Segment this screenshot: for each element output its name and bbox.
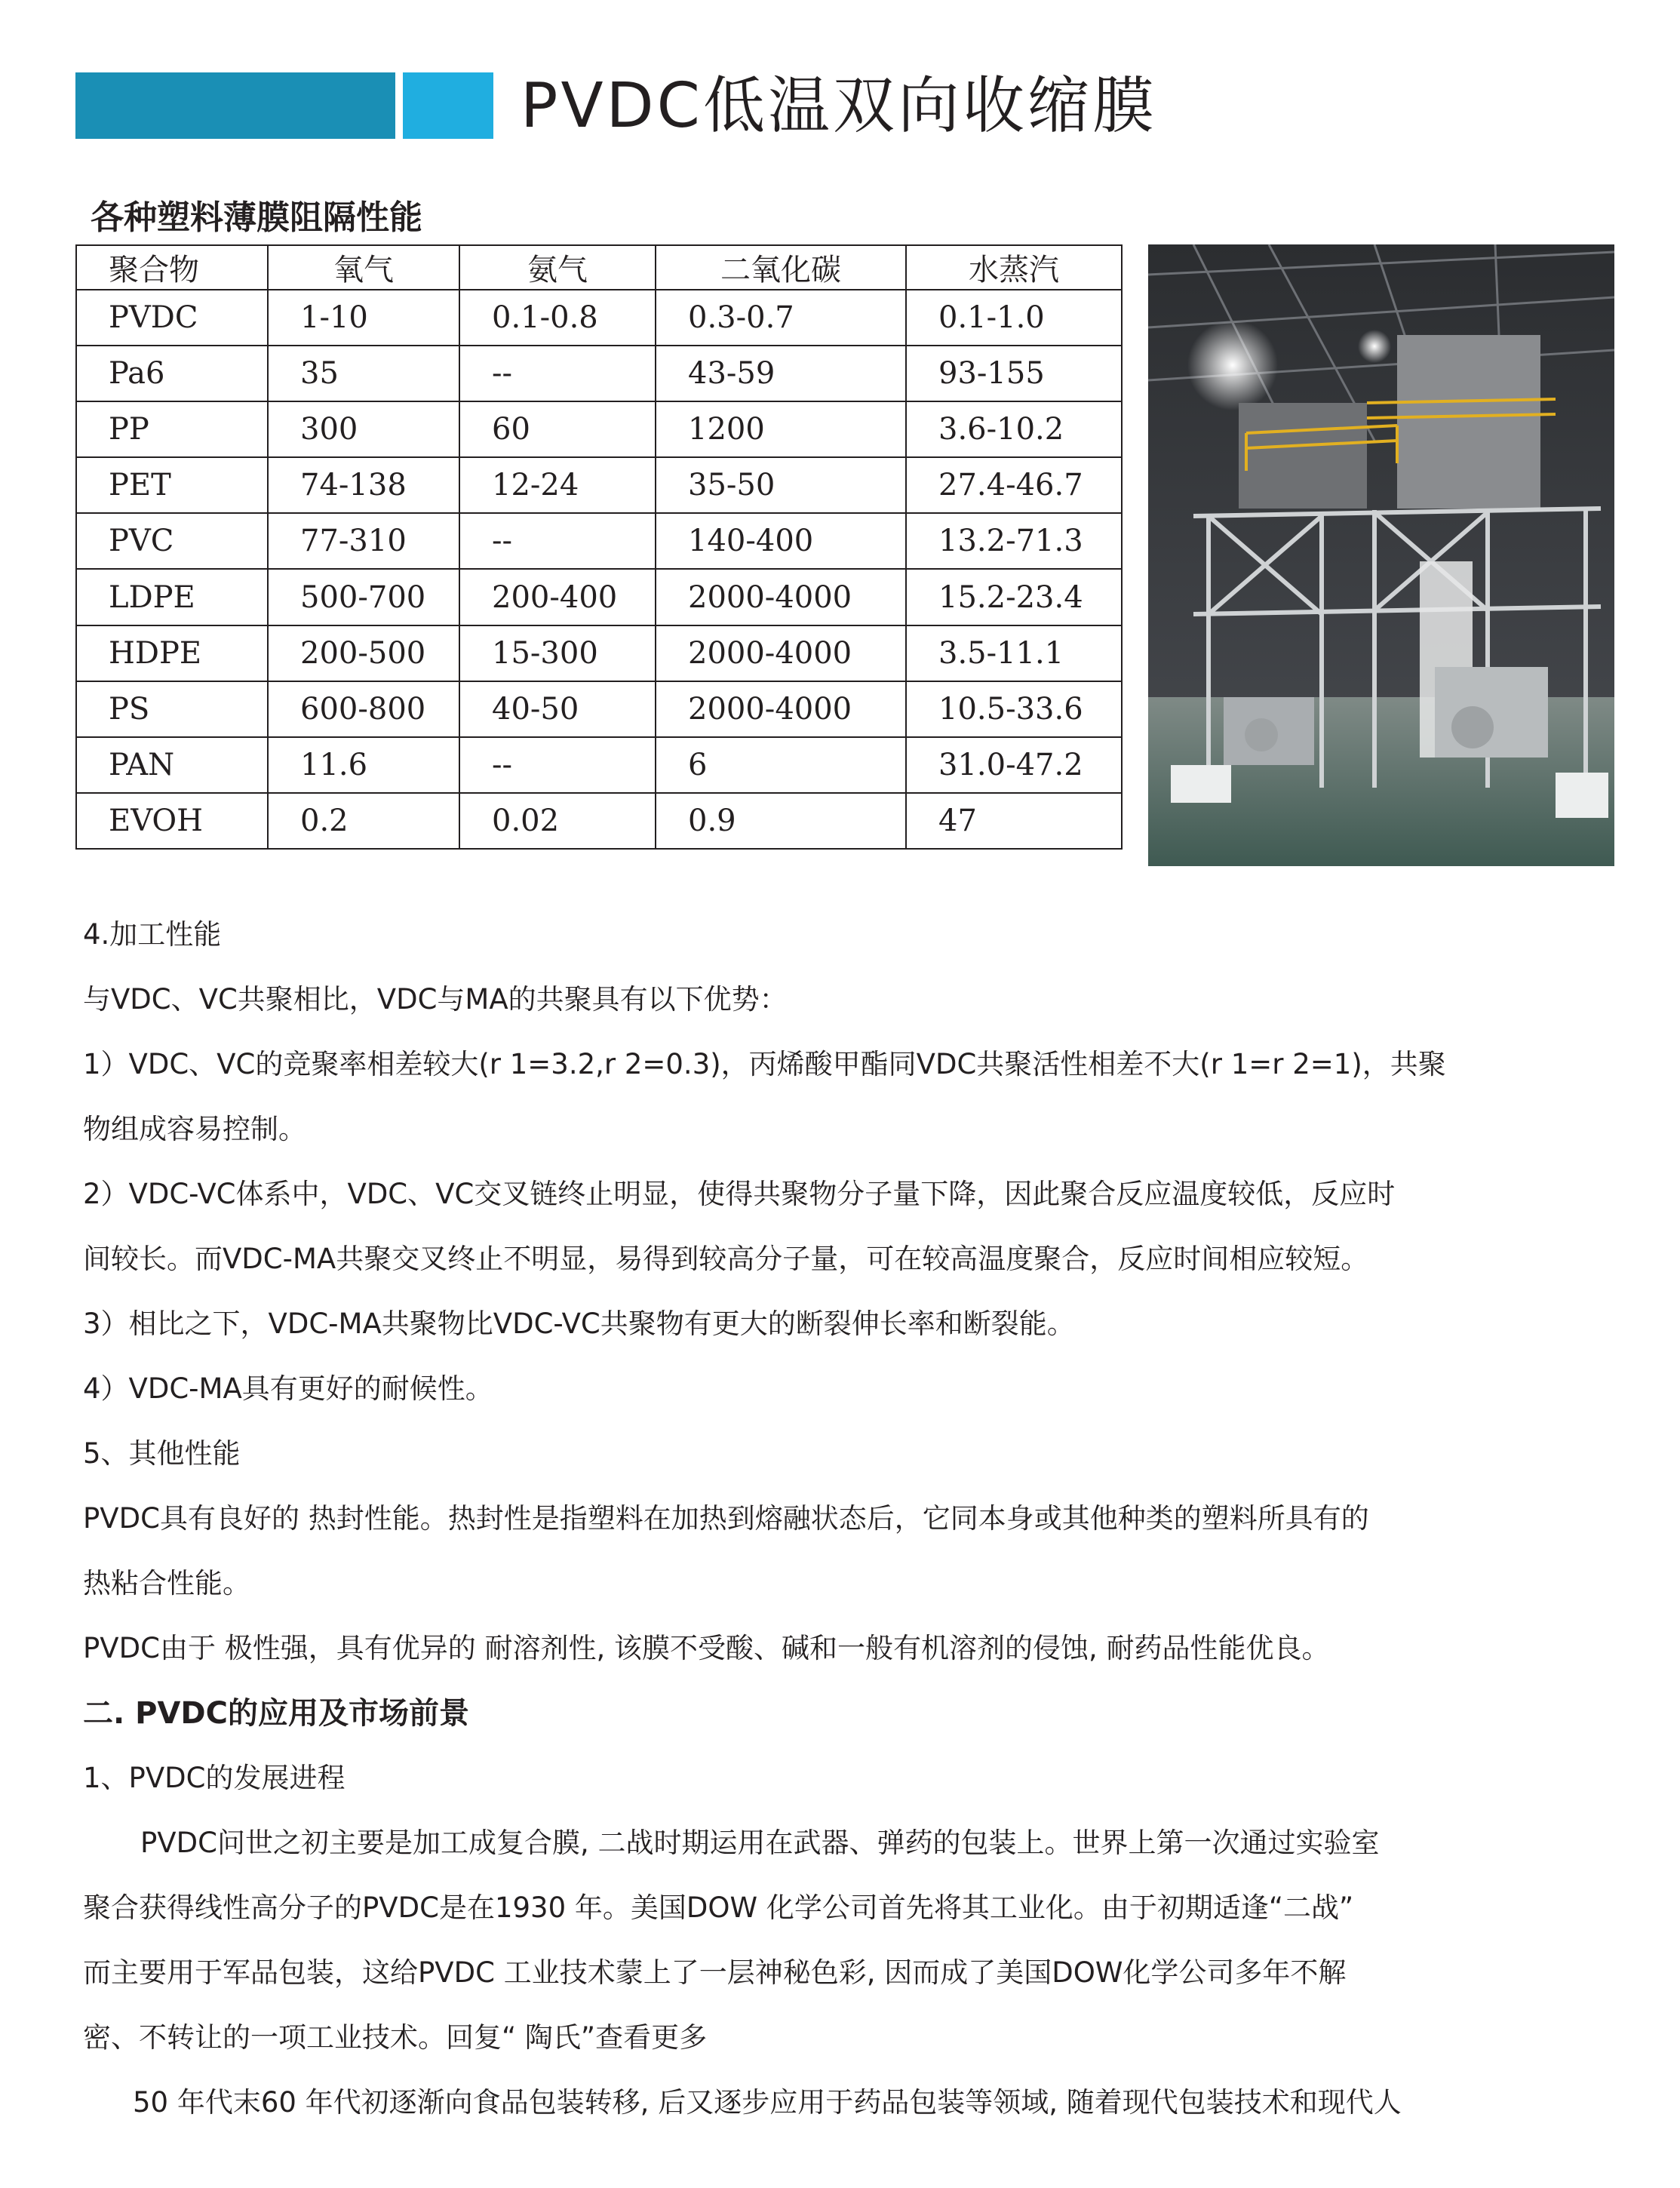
paragraph: 物组成容易控制。 [83,1113,306,1145]
table-cell: 35 [268,346,459,401]
table-cell: 1-10 [268,290,459,346]
paragraph: 聚合获得线性高分子的PVDC是在1930 年。美国DOW 化学公司首先将其工业化。由于初期适逢“二战” [83,1891,1354,1924]
table-cell: 200-500 [268,625,459,681]
table-cell: -- [459,737,656,793]
table-cell: 31.0-47.2 [906,737,1122,793]
table-cell: 35-50 [656,457,906,513]
paragraph: 与VDC、VC共聚相比，VDC与MA的共聚具有以下优势： [83,983,788,1016]
table-cell: 13.2-71.3 [906,513,1122,569]
table-row [76,737,1122,793]
table-row [76,569,1122,625]
paragraph: 3）相比之下，VDC-MA共聚物比VDC-VC共聚物有更大的断裂伸长率和断裂能。 [83,1308,1075,1340]
table-cell: 0.9 [656,793,906,849]
table-cell: Pa6 [76,346,268,401]
table-cell: 2000-4000 [656,569,906,625]
paragraph: 1）VDC、VC的竞聚率相差较大(r 1=3.2,r 2=0.3)，丙烯酸甲酯同VDC共聚活性相差不大(r 1=r 2=1)，共聚 [83,1048,1446,1080]
paragraph: 间较长。而VDC-MA共聚交叉终止不明显，易得到较高分子量，可在较高温度聚合，反应时间相应较短。 [83,1243,1369,1275]
table-cell: HDPE [76,625,268,681]
page-header [0,0,1680,166]
table-cell: -- [459,346,656,401]
table-cell: 93-155 [906,346,1122,401]
table-row [76,401,1122,457]
table-cell: 300 [268,401,459,457]
table-row [76,457,1122,513]
table-cell: 3.5-11.1 [906,625,1122,681]
table-cell: 140-400 [656,513,906,569]
paragraph: 密、不转让的一项工业技术。回复“ 陶氏”查看更多 [83,2021,708,2054]
paragraph: 2）VDC-VC体系中，VDC、VC交叉链终止明显，使得共聚物分子量下降，因此聚合反应温度较低，反应时 [83,1178,1396,1210]
table-row [76,346,1122,401]
table-cell: 77-310 [268,513,459,569]
paragraph: PVDC问世之初主要是加工成复合膜, 二战时期运用在武器、弹药的包装上。世界上第一次通过实验室 [140,1827,1380,1859]
subsection-heading-processing: 4.加工性能 [83,918,222,951]
table-cell: 15-300 [459,625,656,681]
table-cell: 1200 [656,401,906,457]
paragraph: 50 年代末60 年代初逐渐向食品包装转移, 后又逐步应用于药品包装等领域, 随着现代包装技术和现代人 [133,2086,1402,2119]
body-text [83,902,1607,2135]
table-cell: PVC [76,513,268,569]
paragraph: 而主要用于军品包装，这给PVDC 工业技术蒙上了一层神秘色彩, 因而成了美国DOW化学公司多年不解 [83,1956,1347,1989]
table-cell: 74-138 [268,457,459,513]
table-cell: 3.6-10.2 [906,401,1122,457]
table-cell: 47 [906,793,1122,849]
table-row [76,513,1122,569]
paragraph: 4）VDC-MA具有更好的耐候性。 [83,1372,493,1405]
table-cell: 11.6 [268,737,459,793]
column-header-oxygen: 氧气 [268,245,459,290]
table-cell: 600-800 [268,681,459,737]
table-section-title: 各种塑料薄膜阻隔性能 [91,198,422,237]
table-cell: 0.3-0.7 [656,290,906,346]
table-cell: 60 [459,401,656,457]
table-cell: 15.2-23.4 [906,569,1122,625]
column-header-water-vapor: 水蒸汽 [906,245,1122,290]
table-cell: 2000-4000 [656,681,906,737]
table-cell: 0.1-1.0 [906,290,1122,346]
table-cell: 43-59 [656,346,906,401]
paragraph: 热粘合性能。 [83,1567,250,1600]
table-cell: 2000-4000 [656,625,906,681]
table-cell: PVDC [76,290,268,346]
column-header-ammonia: 氨气 [459,245,656,290]
section-heading-applications: 二. PVDC的应用及市场前景 [83,1696,469,1731]
subsection-heading-other: 5、其他性能 [83,1437,241,1470]
factory-production-line-photo [1148,244,1614,866]
table-header-row [76,245,1122,290]
barrier-performance-table [75,244,1123,850]
table-cell: 6 [656,737,906,793]
table-cell: 27.4-46.7 [906,457,1122,513]
table-cell: PAN [76,737,268,793]
table-cell: 0.02 [459,793,656,849]
table-cell: PS [76,681,268,737]
table-cell: 0.1-0.8 [459,290,656,346]
column-header-polymer: 聚合物 [76,245,268,290]
table-cell: 10.5-33.6 [906,681,1122,737]
table-row [76,625,1122,681]
paragraph: PVDC具有良好的 热封性能。热封性是指塑料在加热到熔融状态后，它同本身或其他种类的塑料所具有的 [83,1502,1369,1535]
subsection-heading-history: 1、PVDC的发展进程 [83,1762,346,1794]
table-cell: 12-24 [459,457,656,513]
column-header-carbon-dioxide: 二氧化碳 [656,245,906,290]
table-cell: EVOH [76,793,268,849]
table-row [76,793,1122,849]
table-row [76,681,1122,737]
table-cell: PP [76,401,268,457]
page-title: PVDC低温双向收缩膜 [521,70,1157,142]
table-cell: -- [459,513,656,569]
table-cell: 40-50 [459,681,656,737]
table-cell: PET [76,457,268,513]
header-accent-bar-dark [75,72,395,139]
paragraph: PVDC由于 极性强，具有优异的 耐溶剂性, 该膜不受酸、碱和一般有机溶剂的侵蚀, 耐药品性能优良。 [83,1632,1330,1664]
table-row [76,290,1122,346]
table-cell: 200-400 [459,569,656,625]
table-cell: 0.2 [268,793,459,849]
header-accent-bar-light [403,72,493,139]
table-cell: LDPE [76,569,268,625]
table-cell: 500-700 [268,569,459,625]
